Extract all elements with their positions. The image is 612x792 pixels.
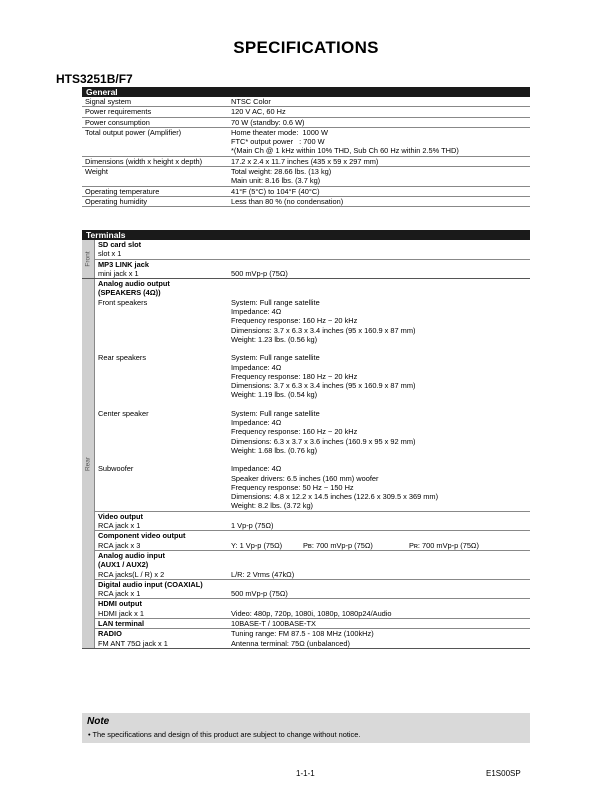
general-row: [82, 97, 530, 107]
general-row: [82, 157, 530, 167]
model-number: HTS3251B/F7: [56, 72, 133, 86]
video-output-row: Video output RCA jack x 1 1 Vp-p (75Ω): [95, 512, 530, 532]
page-title: SPECIFICATIONS: [233, 38, 379, 57]
speaker-spec: Weight: 1.19 lbs. (0.54 kg): [231, 390, 318, 400]
speaker-name: Rear speakers: [98, 353, 147, 363]
lan-terminal-row: LAN terminal 10BASE-T / 100BASE-TX: [95, 619, 530, 629]
general-row: [82, 118, 530, 128]
component-video-row: Component video output RCA jack x 3 Y: 1 Vp-p (75Ω) Pʙ: 700 mVp-p (75Ω) Pʀ: 700 mVp-p (75Ω): [95, 531, 530, 551]
analog-audio-output-row: Analog audio output (SPEAKERS (4Ω)) Front speakers System: Full range satellite Impedance: 4Ω Frequency response: 160 Hz ~ 20 kHz Dimensions: 3.7 x 6.3 x 3.4 inches (95 x 160.9 x 87 mm) Weight: 1.23 lbs. (0.56 kg) Rear speakers System: Full range satellite Impedance: 4Ω Frequency response: 180 Hz ~ 20 kHz Dimensions: 3.7 x 6.3 x 3.4 inches (95 x 160.9 x 87 mm) Weight: 1.19 lbs. (0.54 kg) Center speaker System: Full range satellite Impedance: 4Ω Frequency response: 160 Hz ~ 20 kHz Dimensions: 6.3 x 3.7 x 3.6 inches (160.9 x 95 x 92 mm) Weight: 1.68 lbs. (0.76 kg) Subwoofer Impedance: 4Ω Speaker drivers: 6.5 inches (160 mm) woofer Frequency response: 50 Hz ~ 150 Hz Dimensions: 4.8 x 12.2 x 14.5 inches (122.6 x 309.5 x 369 mm) Weight: 8.2 lbs. (3.72 kg): [95, 279, 530, 512]
note-text: • The specifications and design of this product are subject to change without notice.: [88, 730, 361, 739]
speaker-item: [95, 409, 530, 455]
speaker-spec: Frequency response: 50 Hz ~ 150 Hz: [231, 482, 354, 492]
spec-label: Weight: [85, 167, 108, 177]
front-label: Front: [84, 251, 92, 267]
spec-label: Power consumption: [85, 117, 150, 127]
spec-label: Operating humidity: [85, 196, 148, 206]
speaker-spec: System: Full range satellite: [231, 353, 320, 363]
speaker-spec: Frequency response: 160 Hz ~ 20 kHz: [231, 316, 358, 326]
speaker-spec: Frequency response: 160 Hz ~ 20 kHz: [231, 427, 358, 437]
page-number: 1-1-1: [296, 769, 315, 778]
document-code: E1S00SP: [486, 769, 521, 778]
speaker-spec: System: Full range satellite: [231, 408, 320, 418]
general-row: [82, 197, 530, 207]
spec-label: Dimensions (width x height x depth): [85, 156, 203, 166]
general-row: [82, 107, 530, 117]
rear-label: Rear: [84, 456, 92, 471]
sd-card-row: SD card slot slot x 1: [95, 240, 530, 260]
spec-value: 120 V AC, 60 Hz: [231, 107, 286, 117]
speaker-spec: Weight: 1.23 lbs. (0.56 kg): [231, 334, 318, 344]
spec-value: 70 W (standby: 0.6 W): [231, 117, 305, 127]
speaker-spec: System: Full range satellite: [231, 297, 320, 307]
general-table: [82, 97, 530, 207]
speaker-item: [95, 298, 530, 344]
digital-audio-input-row: Digital audio input (COAXIAL) RCA jack x 1 500 mVp-p (75Ω): [95, 580, 530, 600]
speaker-spec: Weight: 1.68 lbs. (0.76 kg): [231, 445, 318, 455]
hdmi-output-row: HDMI output HDMI jack x 1 Video: 480p, 720p, 1080i, 1080p, 1080p24/Audio: [95, 599, 530, 619]
speaker-spec: Impedance: 4Ω: [231, 464, 282, 474]
spec-value: NTSC Color: [231, 97, 271, 106]
speaker-name: Front speakers: [98, 297, 148, 307]
spec-label: Power requirements: [85, 107, 152, 117]
note-title: Note: [87, 716, 110, 727]
spec-value: Main unit: 8.16 lbs. (3.7 kg): [231, 176, 321, 186]
spec-value: FTC* output power : 700 W: [231, 137, 325, 147]
speaker-spec: Dimensions: 4.8 x 12.2 x 14.5 inches (122.6 x 309.5 x 369 mm): [231, 492, 439, 502]
speaker-list: [95, 298, 530, 511]
rear-terminals: [82, 279, 530, 649]
speaker-name: Subwoofer: [98, 464, 134, 474]
general-section: [82, 87, 530, 207]
spec-value: Home theater mode: 1000 W: [231, 127, 328, 137]
speaker-spec: Speaker drivers: 6.5 inches (160 mm) woofer: [231, 473, 379, 483]
general-row: [82, 187, 530, 197]
terminals-header: Terminals: [82, 230, 530, 240]
speaker-item: [95, 353, 530, 399]
analog-audio-input-row: Analog audio input (AUX1 / AUX2) RCA jacks(L / R) x 2 L/R: 2 Vrms (47kΩ): [95, 551, 530, 580]
spec-value: 41°F (5°C) to 104°F (40°C): [231, 186, 320, 196]
speaker-spec: Dimensions: 6.3 x 3.7 x 3.6 inches (160.9 x 95 x 92 mm): [231, 436, 416, 446]
speaker-name: Center speaker: [98, 408, 149, 418]
spec-label: Signal system: [85, 97, 132, 106]
speaker-spec: Dimensions: 3.7 x 6.3 x 3.4 inches (95 x 160.9 x 87 mm): [231, 325, 416, 335]
radio-row: RADIO FM ANT 75Ω jack x 1 Tuning range: FM 87.5 - 108 MHz (100kHz) Antenna terminal: 75Ω (unbalanced): [98, 629, 374, 648]
speaker-item: [95, 464, 530, 510]
speaker-spec: Impedance: 4Ω: [231, 307, 282, 317]
speaker-spec: Impedance: 4Ω: [231, 418, 282, 428]
mp3-link-row: MP3 LINK jack mini jack x 1 500 mVp-p (75Ω): [98, 259, 288, 278]
spec-value: *(Main Ch @ 1 kHz within 10% THD, Sub Ch 60 Hz within 2.5% THD): [231, 146, 459, 156]
spec-value: 17.2 x 2.4 x 11.7 inches (435 x 59 x 297 mm): [231, 156, 379, 166]
note-box: [82, 713, 530, 743]
terminals-section: [82, 230, 530, 649]
speaker-spec: Dimensions: 3.7 x 6.3 x 3.4 inches (95 x 160.9 x 87 mm): [231, 381, 416, 391]
front-terminals: [82, 240, 530, 279]
spec-label: Operating temperature: [85, 186, 160, 196]
spec-value: Less than 80 % (no condensation): [231, 196, 344, 206]
speaker-spec: Frequency response: 180 Hz ~ 20 kHz: [231, 371, 358, 381]
spec-value: Total weight: 28.66 lbs. (13 kg): [231, 167, 332, 177]
spec-label: Total output power (Amplifier): [85, 127, 182, 137]
general-row: [82, 128, 530, 157]
speaker-spec: Impedance: 4Ω: [231, 362, 282, 372]
speaker-spec: Weight: 8.2 lbs. (3.72 kg): [231, 501, 314, 511]
general-row: [82, 167, 530, 187]
general-header: General: [82, 87, 530, 97]
